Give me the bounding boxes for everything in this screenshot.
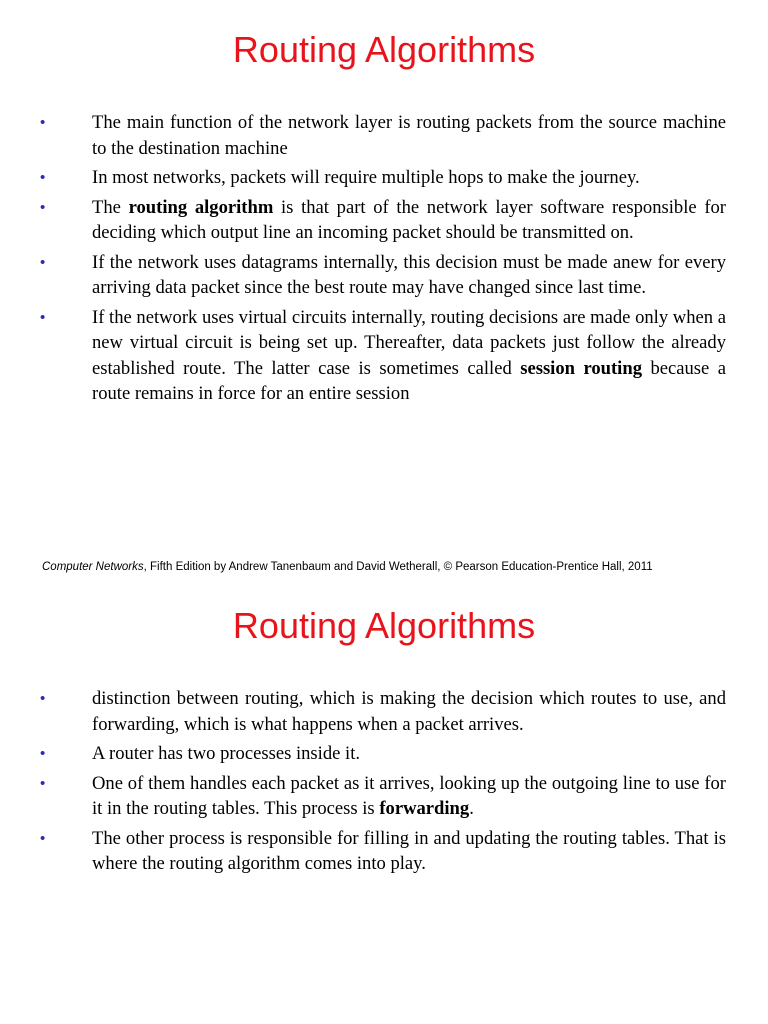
citation-book-title: Computer Networks [42,561,144,573]
bullet-dot-icon: • [40,829,46,847]
slide-1-title: Routing Algorithms [232,29,536,70]
bullet-dot-icon: • [40,198,46,216]
bullet-item [36,165,726,191]
bullet-text-after: is that part of the network layer software responsible for deciding which output line an incoming packet should be transmitted on. [92,196,726,243]
bullet-text: The other process is responsible for filling in and updating the routing tables. That is where the routing algorithm comes into play. [92,827,726,874]
bullet-text-before: If the network uses virtual circuits internally, routing decisions are made only when a new virtual circuit is being set up. Thereafter, data packets just follow the already established route. The latter case is sometimes called [92,306,726,379]
bullet-text-after: because a route remains in force for an entire session [92,357,727,404]
bullet-dot-icon: • [40,169,46,186]
bullet-item [36,305,726,407]
citation-footer [42,560,742,574]
bullet-dot-icon: • [40,690,46,707]
bullet-dot-icon: • [40,774,46,792]
slide-1-bullet-list [36,110,726,411]
bullet-text: The main function of the network layer is routing packets from the source machine to the destination machine [92,112,726,159]
slide-2-bullet-list [36,686,726,881]
bullet-bold-term: session routing [520,357,642,379]
slide-2-title: Routing Algorithms [232,605,536,646]
bullet-item [36,110,726,161]
bullet-text: A router has two processes inside it. [92,743,361,764]
bullet-item [36,826,726,877]
bullet-dot-icon: • [40,114,46,131]
bullet-item [36,686,726,737]
bullet-dot-icon: • [40,308,46,326]
bullet-text: In most networks, packets will require multiple hops to make the journey. [92,167,640,188]
bullet-text-after: . [469,798,474,819]
bullet-item [36,741,726,767]
bullet-text: If the network uses datagrams internally, this decision must be made anew for every arriving data packet since the best route may have changed since last time. [92,251,726,298]
bullet-bold-term: routing algorithm [128,196,274,218]
slide-2 [0,590,768,1024]
citation-details: , Fifth Edition by Andrew Tanenbaum and David Wetherall, © Pearson Education-Prentice Hall, 2011 [143,561,653,573]
bullet-item [36,250,726,301]
bullet-dot-icon: • [40,745,46,762]
bullet-item [36,771,726,822]
bullet-item [36,195,726,246]
bullet-text: distinction between routing, which is making the decision which routes to use, and forwarding, which is what happens when a packet arrives. [92,688,726,735]
bullet-text-before: The [92,196,129,218]
bullet-text-before: One of them handles each packet as it arrives, looking up the outgoing line to use for it in the routing tables. This process is [92,772,726,819]
bullet-bold-term: forwarding [379,798,470,819]
bullet-dot-icon: • [40,253,46,271]
